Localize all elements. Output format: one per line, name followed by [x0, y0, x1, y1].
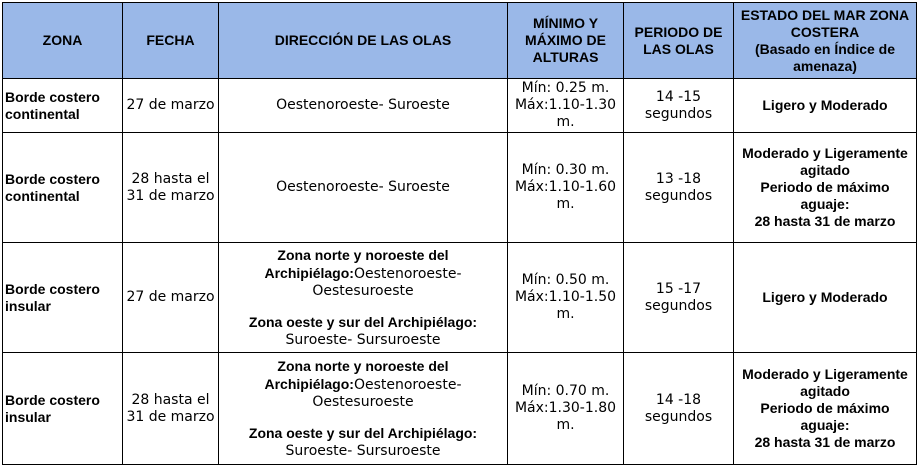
estado-level: Moderado y Ligeramente agitado — [742, 366, 908, 399]
table-row — [3, 133, 917, 243]
alt-min: Mín: 0.30 m. — [521, 162, 610, 178]
cell-alturas — [508, 243, 624, 353]
header-zona: ZONA — [3, 3, 123, 79]
estado-aguaje-dates: 28 hasta 31 de marzo — [754, 434, 896, 450]
cell-direccion: Oestenoroeste- Suroeste — [219, 79, 508, 133]
cell-estado: Ligero y Moderado — [734, 79, 917, 133]
header-direccion: DIRECCIÓN DE LAS OLAS — [219, 3, 508, 79]
sea-state-table — [2, 2, 917, 465]
cell-direccion — [219, 243, 508, 353]
estado-level: Moderado y Ligeramente agitado — [742, 145, 908, 178]
header-estado-subtitle: (Basado en Índice de amenaza) — [754, 40, 896, 74]
cell-periodo: 13 -18 segundos — [624, 133, 734, 243]
cell-fecha: 27 de marzo — [123, 79, 219, 133]
cell-periodo: 14 -15 segundos — [624, 79, 734, 133]
alt-max: Máx:1.10-1.50 m. — [514, 289, 617, 322]
table-row — [3, 243, 917, 353]
header-periodo: PERIODO DE LAS OLAS — [624, 3, 734, 79]
header-row — [3, 3, 917, 79]
estado-aguaje-dates: 28 hasta 31 de marzo — [754, 213, 896, 229]
dir-zone-north-value: Oestenoroeste-Oestesuroeste — [312, 265, 462, 299]
header-estado — [734, 3, 917, 79]
cell-zona: Borde costero continental — [3, 133, 123, 243]
cell-fecha: 27 de marzo — [123, 243, 219, 353]
cell-estado: Ligero y Moderado — [734, 243, 917, 353]
cell-direccion — [219, 353, 508, 465]
cell-zona: Borde costero insular — [3, 243, 123, 353]
alt-min: Mín: 0.70 m. — [521, 383, 610, 399]
estado-aguaje-label: Periodo de máximo aguaje: — [760, 179, 890, 212]
cell-alturas — [508, 353, 624, 465]
header-estado-title: ESTADO DEL MAR ZONA COSTERA — [740, 6, 910, 40]
header-alturas: MÍNIMO Y MÁXIMO DE ALTURAS — [508, 3, 624, 79]
header-fecha: FECHA — [123, 3, 219, 79]
dir-zone-west-label: Zona oeste y sur del Archipiélago: — [248, 424, 478, 441]
cell-periodo: 14 -18 segundos — [624, 353, 734, 465]
cell-fecha: 28 hasta el 31 de marzo — [123, 133, 219, 243]
cell-zona: Borde costero insular — [3, 353, 123, 465]
dir-zone-north-value: Oestenoroeste-Oestesuroeste — [312, 376, 462, 410]
alt-max: Máx:1.10-1.30 m. — [514, 97, 617, 130]
dir-zone-north-label: Zona norte y noroeste del Archipiélago: — [264, 357, 449, 392]
cell-periodo: 15 -17 segundos — [624, 243, 734, 353]
alt-min: Mín: 0.50 m. — [521, 272, 610, 288]
alt-min: Mín: 0.25 m. — [521, 80, 610, 96]
cell-alturas — [508, 133, 624, 243]
cell-zona: Borde costero continental — [3, 79, 123, 133]
dir-zone-west-label: Zona oeste y sur del Archipiélago: — [248, 313, 478, 330]
estado-aguaje-label: Periodo de máximo aguaje: — [760, 400, 890, 433]
alt-max: Máx:1.30-1.80 m. — [514, 400, 617, 433]
cell-alturas — [508, 79, 624, 133]
dir-zone-west-value: Suroeste- Sursuroeste — [285, 442, 441, 459]
alt-max: Máx:1.10-1.60 m. — [514, 179, 617, 212]
cell-fecha: 28 hasta el 31 de marzo — [123, 353, 219, 465]
dir-zone-west-value: Suroeste- Sursuroeste — [285, 331, 441, 348]
cell-direccion: Oestenoroeste- Suroeste — [219, 133, 508, 243]
dir-zone-north-label: Zona norte y noroeste del Archipiélago: — [264, 246, 449, 281]
cell-estado — [734, 133, 917, 243]
table-row — [3, 353, 917, 465]
cell-estado — [734, 353, 917, 465]
table-row — [3, 79, 917, 133]
